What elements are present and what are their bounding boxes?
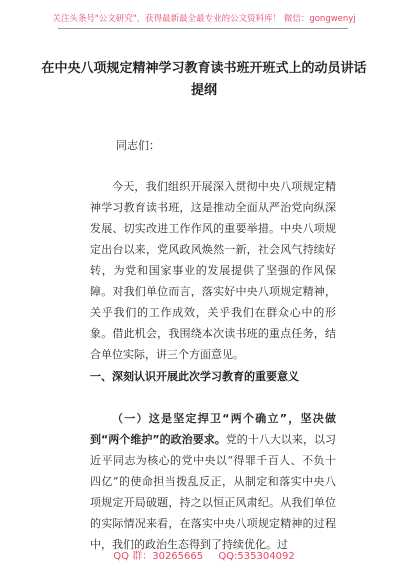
document-title <box>40 58 368 102</box>
greeting: 同志们： <box>116 139 160 152</box>
subsection-heading: （一）这是坚定捍卫“两个确立”，坚决做到“两个维护”的政治要求。 <box>90 412 336 446</box>
title-line-2: 提纲 <box>190 83 217 98</box>
title-line-1: 在中央八项规定精神学习教育读书班开班式上的动员讲话 <box>41 61 367 76</box>
paragraph-intro: 今天，我们组织开展深入贯彻中央八项规定精神学习教育读书班，这是推动全面从严治党向纵深发展、切实改进工作作风的重要举措。中央八项规定出台以来，党风政风焕然一新，社会风气持续好转，为党和国家事业的发展提供了坚强的作风保障。对我们单位而言，落实好中央八项规定精神，关乎我们的工作成效，关乎我们在群众心中的形象。借此机会，我围绕本次读书班的重点任务，结合单位实际，讲三个方面意见。 <box>90 180 336 361</box>
paragraph-section-1-1 <box>90 408 336 555</box>
section-heading-1: 一、深刻认识开展此次学习教育的重要意义 <box>90 370 299 383</box>
header-divider <box>58 28 348 29</box>
watermark-banner: 关注头条号"公文研究"，获得最新最全最专业的公文资料库！ 微信：gongwenyj <box>52 14 356 24</box>
qq-text: QQ:535304092 <box>218 551 295 562</box>
paragraph-text: 党的十八大以来，以习近平同志为核心的党中央以“得罪千百人、不负十四亿”的使命担当拨乱反正，从制定和落实中央八项规定开局破题，持之以恒正风肃纪。从我们单位的实际情况来看，在落实中央八项规定精神的过程中，我们的政治生态得到了持续优化。过 <box>90 433 336 551</box>
watermark-footer <box>0 547 408 562</box>
qq-group-text: QQ 群：30265665 <box>113 551 204 562</box>
